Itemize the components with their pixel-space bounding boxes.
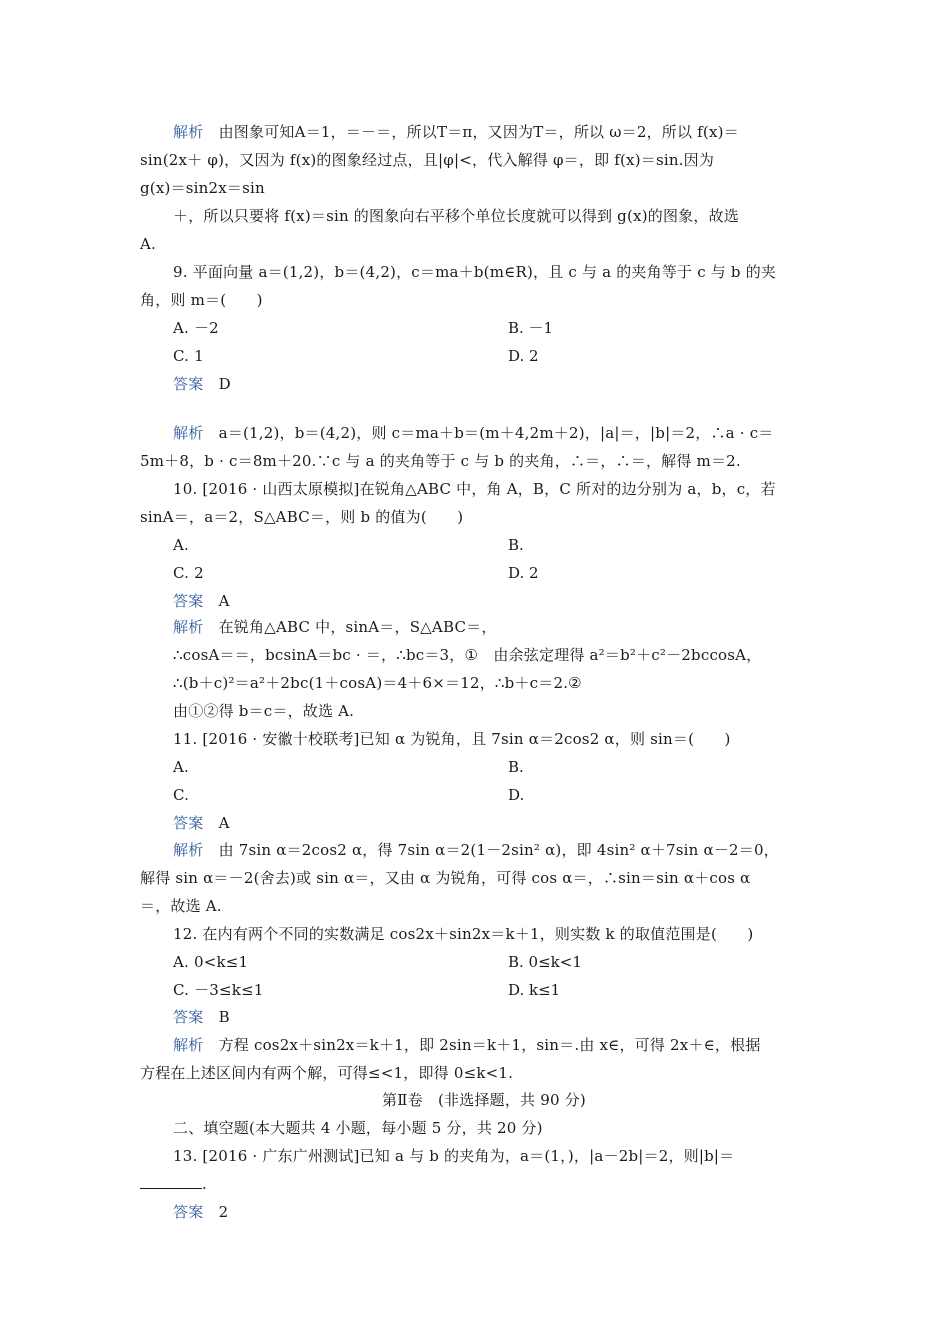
line-text: D [203,375,231,393]
line-text: 11. [2016 · 安徽十校联考]已知 α 为锐角，且 7sin α＝2cos2 α，则 sin＝( ) [173,730,731,748]
line-text: ∴cosA＝＝，bcsinA＝bc · ＝，∴bc＝3，① 由余弦定理得 a²＝b²＋c²－2bccosA， [173,646,762,664]
text-line [173,535,189,555]
text-line [173,729,731,749]
line-text: a＝(1,2)，b＝(4,2)，则 c＝ma＋b＝(m＋4,2m＋2)，|a|＝，|b|＝2，∴a · c＝ [203,424,774,442]
line-text: A. 0<k≤1 [173,953,249,971]
text-line [173,617,497,637]
line-text: 5m＋8，b · c＝8m＋20.∵c 与 a 的夹角等于 c 与 b 的夹角，∴＝，∴＝，解得 m＝2. [140,452,741,470]
text-line [173,1202,228,1222]
option-right-column: D. 2 [508,347,539,365]
section-label: 解析 [173,123,204,141]
line-text: A [203,814,230,832]
line-text: 第Ⅱ卷 (非选择题，共 90 分) [382,1091,586,1109]
text-line [173,1146,734,1166]
text-line [382,1090,586,1110]
option-right-column: D. k≤1 [508,981,561,999]
section-label: 答案 [173,1008,204,1026]
text-line [140,896,222,916]
line-text: A [203,592,230,610]
option-right-column: B. 0≤k<1 [508,953,582,971]
option-right-column: D. 2 [508,564,539,582]
text-line [173,206,739,226]
line-text: g(x)＝sin2x＝sin [140,179,265,197]
line-text: A. [140,235,157,253]
text-line [173,423,774,443]
text-line [140,178,265,198]
answer-blank [140,1174,202,1189]
text-line [173,645,761,665]
line-text: 13. [2016 · 广东广州测试]已知 a 与 b 的夹角为，a＝(1，)，|a－2b|＝2，则|b|＝ [173,1147,735,1165]
text-line [173,563,204,583]
line-text: 二、填空题(本大题共 4 小题，每小题 5 分，共 20 分) [173,1119,543,1137]
text-line [173,980,264,1000]
text-line [173,591,230,611]
line-text: 由①②得 b＝c＝，故选 A. [173,702,355,720]
text-line [140,290,263,310]
text-line [173,813,230,833]
line-text: 角，则 m＝( ) [140,291,263,309]
line-text: 方程在上述区间内有两个解，可得≤<1，即得 0≤k<1. [140,1064,514,1082]
text-line [140,868,750,888]
text-line [173,1035,761,1055]
text-line [173,346,204,366]
line-text: ＝，故选 A. [140,897,222,915]
line-text: sinA＝，a＝2，S△ABC＝，则 b 的值为( ) [140,508,464,526]
option-right-column: B. [508,758,524,776]
line-text: C. －3≤k≤1 [173,981,264,999]
line-text: A. [173,536,190,554]
text-line [173,374,231,394]
section-label: 解析 [173,1036,204,1054]
text-line [173,757,189,777]
line-text: C. 1 [173,347,204,365]
line-text: sin(2x＋ φ)，又因为 f(x)的图象经过点，且|φ|<，代入解得 φ＝，即 f(x)＝sin.因为 [140,151,715,169]
line-text: 由 7sin α＝2cos2 α，得 7sin α＝2(1－2sin² α)，即 4sin² α＋7sin α－2＝0， [203,841,779,859]
line-text: 方程 cos2x＋sin2x＝k＋1，即 2sin＝k＋1，sin＝.由 x∈，可得 2x＋∈，根据 [203,1036,761,1054]
line-text: . [202,1175,207,1193]
line-text: C. [173,786,190,804]
text-line [173,785,189,805]
section-label: 答案 [173,592,204,610]
text-line [140,234,156,254]
text-line [173,479,776,499]
text-line [173,318,219,338]
text-line [173,1118,543,1138]
line-text: B [203,1008,230,1026]
line-text: A. －2 [173,319,219,337]
option-right-column: B. －1 [508,319,554,337]
text-line [173,1007,230,1027]
option-right-column: D. [508,786,525,804]
option-right-column: B. [508,536,524,554]
text-line [140,1063,513,1083]
line-text: 解得 sin α＝－2(舍去)或 sin α＝，又由 α 为锐角，可得 cos α＝，∴sin＝sin α＋cos α [140,869,751,887]
section-label: 答案 [173,814,204,832]
text-line [173,840,779,860]
line-text: A. [173,758,190,776]
line-text: ∴(b＋c)²＝a²＋2bc(1＋cosA)＝4＋6×＝12，∴b＋c＝2.② [173,674,582,692]
text-line [140,150,714,170]
line-text: 在锐角△ABC 中，sinA＝，S△ABC＝， [203,618,497,636]
line-text: 2 [203,1203,229,1221]
text-line [140,1174,207,1194]
section-label: 解析 [173,841,204,859]
text-line [140,451,741,471]
text-line [173,673,582,693]
section-label: 解析 [173,618,204,636]
text-line [173,262,776,282]
text-line [173,701,354,721]
line-text: 9. 平面向量 a＝(1,2)，b＝(4,2)，c＝ma＋b(m∈R)，且 c 与 a 的夹角等于 c 与 b 的夹 [173,263,777,281]
line-text: ＋，所以只要将 f(x)＝sin 的图象向右平移个单位长度就可以得到 g(x)的图象，故选 [173,207,739,225]
line-text: C. 2 [173,564,204,582]
section-label: 解析 [173,424,204,442]
section-label: 答案 [173,1203,204,1221]
line-text: 12. 在内有两个不同的实数满足 cos2x＋sin2x＝k＋1，则实数 k 的取值范围是( ) [173,925,754,943]
line-text: 由图象可知A＝1，＝－＝，所以T＝π，又因为T＝，所以 ω＝2，所以 f(x)＝ [203,123,739,141]
line-text: 10. [2016 · 山西太原模拟]在锐角△ABC 中，角 A，B，C 所对的边分别为 a，b，c，若 [173,480,776,498]
text-line [140,507,463,527]
text-line [173,952,248,972]
section-label: 答案 [173,375,204,393]
text-line [173,122,739,142]
text-line [173,924,753,944]
